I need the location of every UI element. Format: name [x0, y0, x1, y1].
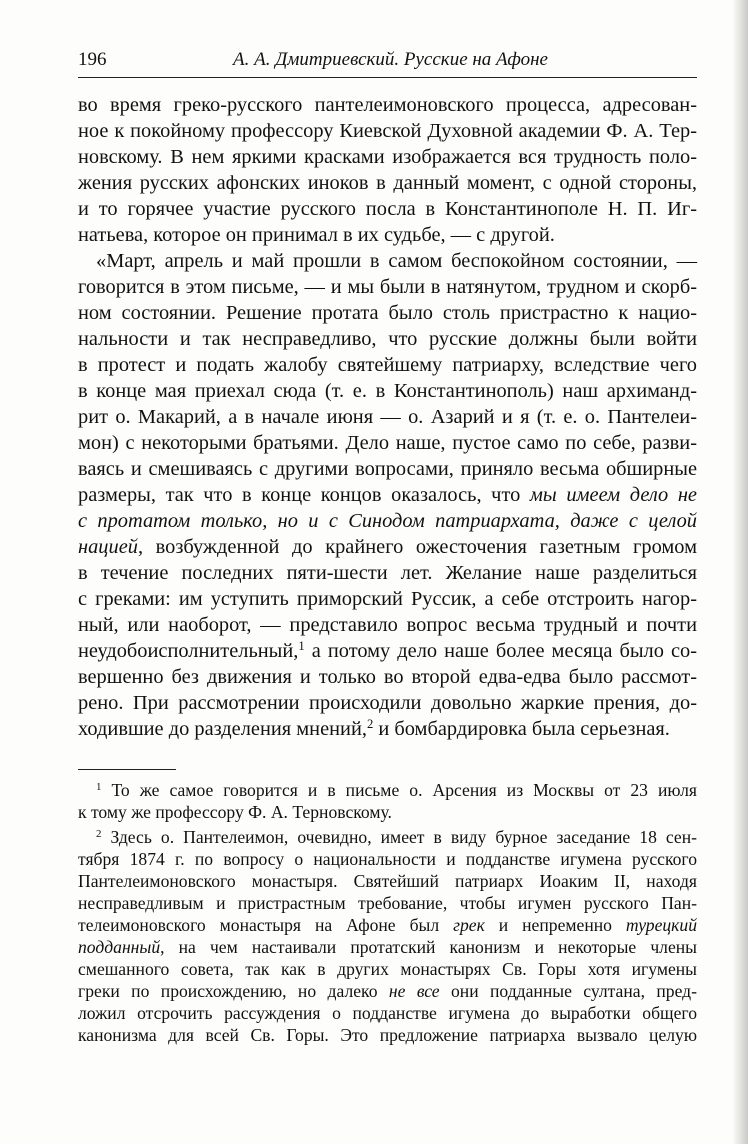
- footnote-line: Пантелеимоновского монастыря. Святейший патриарх Иоаким II, находя: [78, 871, 697, 891]
- italic-phrase: с протатом только, но и с Синодом патриархата, даже с целой: [78, 510, 697, 532]
- text-segment: и бомбардировка была серьезная.: [373, 718, 670, 740]
- text-line: [78, 483, 697, 507]
- text-line: рено. При рассмотрении происходили довольно жаркие прения, до-: [78, 692, 697, 714]
- running-title: А. А. Дмитриевский. Русские на Афоне: [233, 49, 548, 70]
- text-line: рит о. Макарий, а в начале июня — о. Азарий и я (т. е. о. Пантелеи-: [78, 406, 697, 428]
- footnote-line: ложил отсрочить рассуждения о подданстве игумена до выработки общего: [78, 1003, 697, 1023]
- text-line: новскому. В нем яркими красками изображается вся трудность поло-: [78, 146, 697, 168]
- text-line: нальности и так несправедливо, что русские должны были войти: [78, 328, 697, 350]
- italic-word: не все: [388, 981, 440, 1001]
- text-segment: неудобоисполнительный,: [78, 640, 299, 662]
- footnote-line: [78, 980, 697, 1002]
- text-segment: , возбужденной до крайнего ожесточения газетным громом: [137, 536, 697, 558]
- text-line: [78, 639, 697, 663]
- italic-phrase: нацией: [78, 536, 138, 558]
- footnote-text: То же самое говорится и в письме о. Арсения из Москвы от 23 июля: [101, 780, 697, 800]
- footnote-line: к тому же профессору Ф. А. Терновскому.: [78, 802, 392, 822]
- page-number: 196: [78, 49, 107, 70]
- text-line: [78, 717, 697, 741]
- text-line: говорится в этом письме, — и мы были в натянутом, трудном и скорб-: [78, 276, 697, 298]
- page-header: [78, 49, 696, 77]
- footnote-ref-1[interactable]: 1: [298, 639, 305, 654]
- footnote-marker: 1: [96, 781, 102, 793]
- header-divider: [78, 77, 697, 78]
- italic-word: подданный: [78, 937, 161, 957]
- text-line: ном состоянии. Решение протата было столь пристрастно к нацио-: [78, 302, 697, 324]
- text-line: ное к покойному профессору Киевской Духовной академии Ф. А. Тер-: [78, 120, 697, 142]
- footnote-ref-2[interactable]: 2: [366, 717, 374, 732]
- text-segment: они подданные султана, пред-: [439, 981, 697, 1001]
- footnote-line: несправедливым и пристрастным требование, чтобы игумен русского Пан-: [78, 893, 697, 913]
- text-line: [78, 509, 697, 533]
- text-segment: и непременно: [484, 915, 612, 935]
- scan-edge-shadow: [732, 0, 748, 1144]
- text-line: «Март, апрель и май прошли в самом беспокойном состоянии, —: [96, 250, 697, 272]
- footnote-2: [96, 826, 697, 848]
- italic-word: турецкий: [625, 915, 697, 935]
- text-line: жения русских афонских иноков в данный момент, с одной стороны,: [78, 172, 697, 194]
- text-segment: телеимоновского монастыря на Афоне был: [78, 915, 440, 935]
- footnote-line: [78, 936, 697, 958]
- text-line: натьева, которое он принимал в их судьбе, — с другой.: [78, 224, 555, 246]
- italic-phrase: мы имеем дело не: [529, 484, 697, 506]
- text-line: ваясь и смешиваясь с другими вопросами, приняло весьма обширные: [78, 458, 697, 480]
- text-line: и то горячее участие русского посла в Константинополе Н. П. Иг-: [78, 198, 697, 220]
- footnote-divider: [78, 769, 176, 770]
- footnote-line: [78, 914, 697, 936]
- text-line: в течение последних пяти-шести лет. Желание наше разделиться: [78, 562, 697, 584]
- footnote-text: Здесь о. Пантелеимон, очевидно, имеет в виду бурное заседание 18 сен-: [101, 827, 697, 847]
- footnote-marker: 2: [96, 828, 102, 840]
- text-line: мон) с некоторыми братьями. Дело наше, пустое само по себе, разви-: [78, 432, 697, 454]
- text-segment: ходившие до разделения мнений,: [78, 718, 367, 740]
- footnote-line: смешанного совета, так как в других монастырях Св. Горы хотя игумены: [78, 959, 697, 979]
- text-segment: размеры, так что в конце концов оказалось, что: [78, 484, 521, 506]
- footnote-line: канонизма для всей Св. Горы. Это предложение патриарха вызвало целую: [78, 1025, 697, 1045]
- text-line: [78, 535, 697, 559]
- italic-word: грек: [453, 915, 485, 935]
- text-line: вершенно без движения и только во второй едва-едва было рассмот-: [78, 666, 697, 688]
- text-line: в протест и подать жалобу святейшему патриарху, вследствие чего: [78, 354, 697, 376]
- text-segment: , на чем настаивали протатский канонизм и некоторые члены: [160, 937, 697, 957]
- text-line: с греками: им уступить приморский Руссик, а себе отстроить нагор-: [78, 588, 697, 610]
- text-line: ный, или наоборот, — представило вопрос весьма трудный и почти: [78, 614, 697, 636]
- text-line: в конце мая приехал сюда (т. е. в Константинополь) наш архиманд-: [78, 380, 697, 402]
- footnote-1: [96, 779, 697, 801]
- text-segment: а потому дело наше более месяца было со-: [304, 640, 697, 662]
- text-line: во время греко-русского пантелеимоновского процесса, адресован-: [78, 94, 697, 116]
- text-segment: греки по происхождению, но далеко: [78, 981, 378, 1001]
- footnote-line: тября 1874 г. по вопросу о национальности и подданстве игумена русского: [78, 849, 697, 869]
